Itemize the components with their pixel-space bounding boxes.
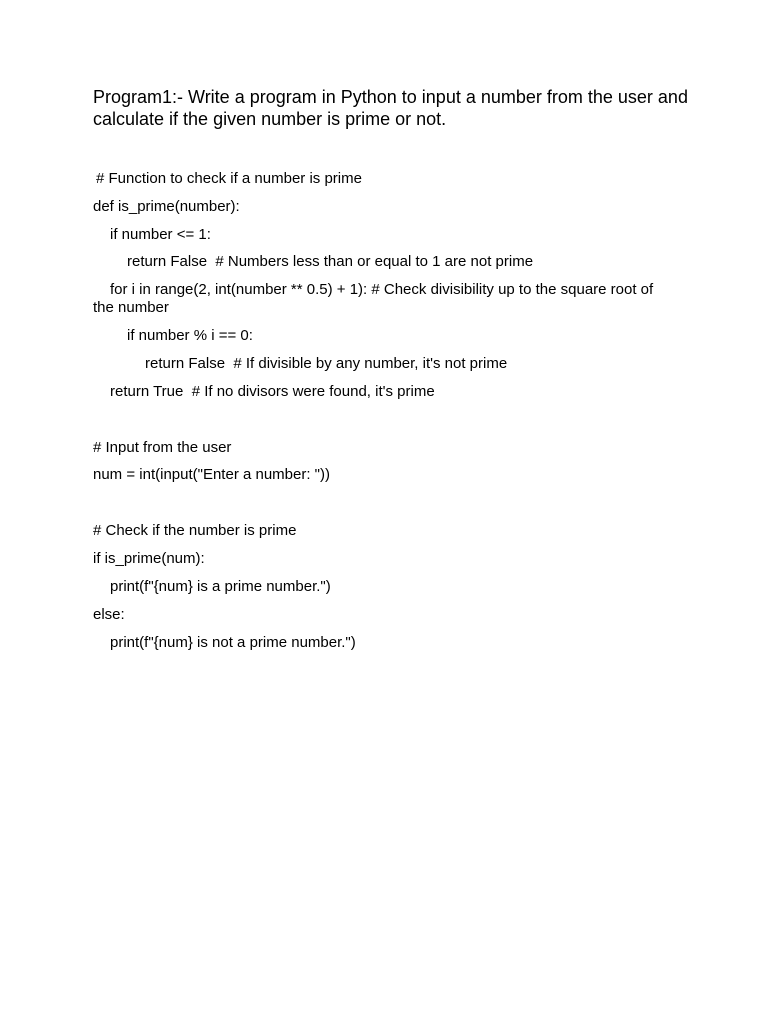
code-line-num-input: num = int(input("Enter a number: ")) [93,466,330,483]
code-line-return-false-1: return False # Numbers less than or equal to 1 are not prime [127,253,534,270]
code-line-print-prime: print(f"{num} is a prime number.") [110,578,331,595]
code-line-return-true: return True # If no divisors were found, it's prime [110,383,435,400]
code-line-return-false-2: return False # If divisible by any number, it's not prime [145,355,508,372]
code-line-else: else: [93,606,125,623]
program-heading: Program1:- Write a program in Python to input a number from the user and calculate if the given number is prime or not. [93,87,688,129]
code-line-comment-function: # Function to check if a number is prime [96,170,362,187]
code-line-comment-input: # Input from the user [93,439,232,456]
code-line-comment-check: # Check if the number is prime [93,522,297,539]
code-line-for-loop: for i in range(2, int(number ** 0.5) + 1): # Check divisibility up to the square root of the number [93,281,654,316]
code-line-if-divisible: if number % i == 0: [127,327,253,344]
code-line-if-is-prime: if is_prime(num): [93,550,205,567]
code-line-if-le-one: if number <= 1: [110,226,211,243]
code-line-print-not-prime: print(f"{num} is not a prime number.") [110,634,356,651]
code-line-def: def is_prime(number): [93,198,240,215]
